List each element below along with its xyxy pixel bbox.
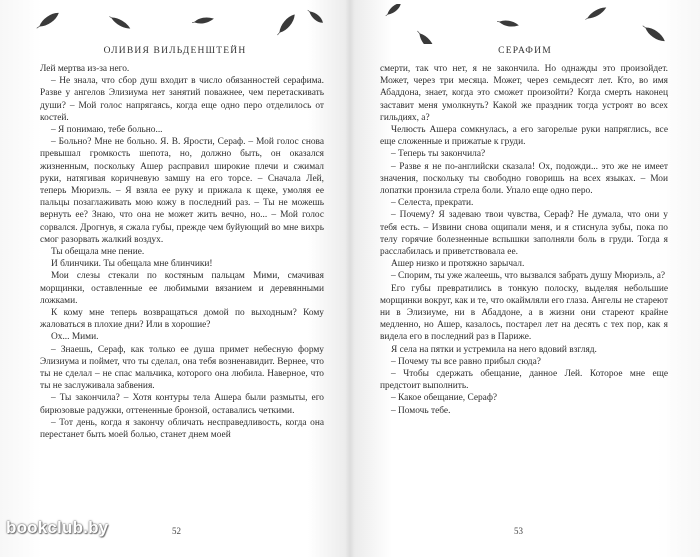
- paragraph: – Не знала, что сбор душ входит в число обязанностей серафима. Разве у ангелов Элизиума нет занятий поважнее, чем перетаскивать души? – Мой голос напрягаясь, когда еще одно перо отделилось от костей.: [40, 76, 324, 123]
- paragraph: Я села на пятки и устремила на него вдовий взгляд.: [391, 344, 597, 355]
- feather-ornament-left: [20, 4, 330, 44]
- paragraph: Его губы превратились в тонкую полоску, выделяя небольшие морщинки вокруг, как и те, что окаймляли его глаза. Ангелы не стареют ни в Элизиуме, ни в Абаддоне, а в жизни они стареют крайне медленно, но Ашер, казалось, постарел лет на десять с тех пор, как я видела его в последний раз в Париже.: [380, 283, 668, 343]
- feather-icon: [108, 15, 130, 30]
- paragraph: – Ты закончила? – Хотя контуры тела Ашера были размыты, его бирюзовые радужки, оттененные бронзой, оставались четкими.: [40, 393, 324, 416]
- feather-icon: [384, 4, 401, 18]
- feather-icon: [415, 29, 436, 44]
- paragraph: – Разве я не по-английски сказала! Ох, подожди... это же не имеет значения, поскольку ты свободно говоришь на всех языках. – Мои лопатки пронзила стрела боли. Упало еще одно перо.: [380, 161, 668, 197]
- feather-icon: [584, 6, 606, 21]
- feather-icon: [306, 8, 323, 24]
- paragraph: – Знаешь, Сераф, как только ее душа примет небесную форму Элизиума и поймет, что ты сделал, она тебя возненавидит. Вернее, что ты не сделал – не спас мальчика, которого она любила. Наверное, что ты не заслуживала забвения.: [40, 344, 324, 392]
- feather-icon: [35, 11, 60, 31]
- feather-icon: [497, 19, 518, 27]
- paragraph: – Я понимаю, тебе больно...: [51, 125, 163, 136]
- paragraph: – Больно? Мне не больно. Я. В. Ярости, Сераф. – Мой голос снова превышал громкость шепота, но, должно быть, он оказался жизненным, поскольку Ашер расправил широкие плечи и сжимал руки, натягивая коричневую замшу на его торсе. – Сначала Лей, теперь Мюриэль. – Я взяла ее руку и прижала к щеке, умоляя ее пальцы позаглаживать мою кожу в последний раз. – Ты не можешь вернуть ее? Знаю, что она не может жить вечно, но... – Мой голос сорвался. Дрогнув, я сжала губы, прежде чем буйующий во мне вихрь смог разорвать жалкий воздух.: [40, 137, 324, 245]
- paragraph: – Помочь тебе.: [391, 405, 451, 416]
- paragraph: – Какое обещание, Сераф?: [391, 393, 498, 404]
- paragraph: – Теперь ты закончила?: [391, 149, 486, 160]
- paragraph: Лей мертва из-за него.: [40, 64, 130, 74]
- paragraph: И блинчики. Ты обещала мне блинчики!: [51, 259, 213, 270]
- page-number: 52: [172, 526, 181, 536]
- page-number: 53: [514, 526, 523, 536]
- running-head: СЕРАФИМ: [498, 46, 552, 56]
- paragraph: – Почему ты все равно прибыл сюда?: [391, 356, 541, 367]
- feather-icon: [275, 13, 296, 37]
- feather-ornament-right: [370, 4, 680, 44]
- paragraph: – Почему? Я задеваю твои чувства, Сераф? Не думала, что они у тебя есть. – Извини снова ощипали меня, и я стиснула зубы, пока по телу горячие болезненные вспышки заполняли боль в груди. Тогда я расслабилась и приветствовала ее.: [380, 210, 668, 258]
- site-watermark: bookclub.by: [6, 518, 109, 537]
- page-text: [40, 63, 324, 441]
- page-text: [380, 63, 668, 417]
- paragraph: – Чтобы сдержать обещание, данное Лей. Которое мне еще предстоит выполнить.: [380, 369, 668, 392]
- paragraph: Мои слезы стекали по костяным пальцам Мими, смачивая морщинки, оставленные ее любимыми вязанием и деревянными ложками.: [40, 271, 324, 306]
- paragraph: К кому мне теперь возвращаться домой по выходным? Кому жаловаться в плохие дни? Или в хорошие?: [40, 308, 324, 331]
- feather-icon: [192, 17, 213, 25]
- paragraph: – Селеста, прекрати.: [391, 198, 474, 209]
- paragraph: – Тот день, когда я закончу обличать несправедливость, когда она перестанет быть моей болью, станет днем моей: [40, 417, 324, 441]
- paragraph: смерти, так что нет, я не закончила. Но однажды это произойдет. Может, через три месяца. Может, через семьдесят лет. Кто, во имя Абаддона, знает, когда это сможет произойти? Когда смерть наконец заставит меня умолкнуть? Какой же праздник тогда устроят во всех гильдиях, а?: [380, 64, 668, 123]
- paragraph: Челюсть Ашера сомкнулась, а его загорелые руки напряглись, все еще сложенные и прижатые к груди.: [380, 125, 668, 148]
- right-page: [350, 0, 700, 557]
- paragraph: – Спорим, ты уже жалеешь, что вызвался забрать душу Мюриэль, а?: [391, 271, 666, 282]
- running-head: ОЛИВИЯ ВИЛЬДЕНШТЕЙН: [103, 46, 247, 56]
- paragraph: Ты обещала мне пение.: [51, 247, 145, 258]
- paragraph: Ох... Мими.: [51, 332, 99, 343]
- feather-icon: [641, 23, 666, 43]
- paragraph: Ашер низко и протяжно зарычал.: [391, 259, 525, 270]
